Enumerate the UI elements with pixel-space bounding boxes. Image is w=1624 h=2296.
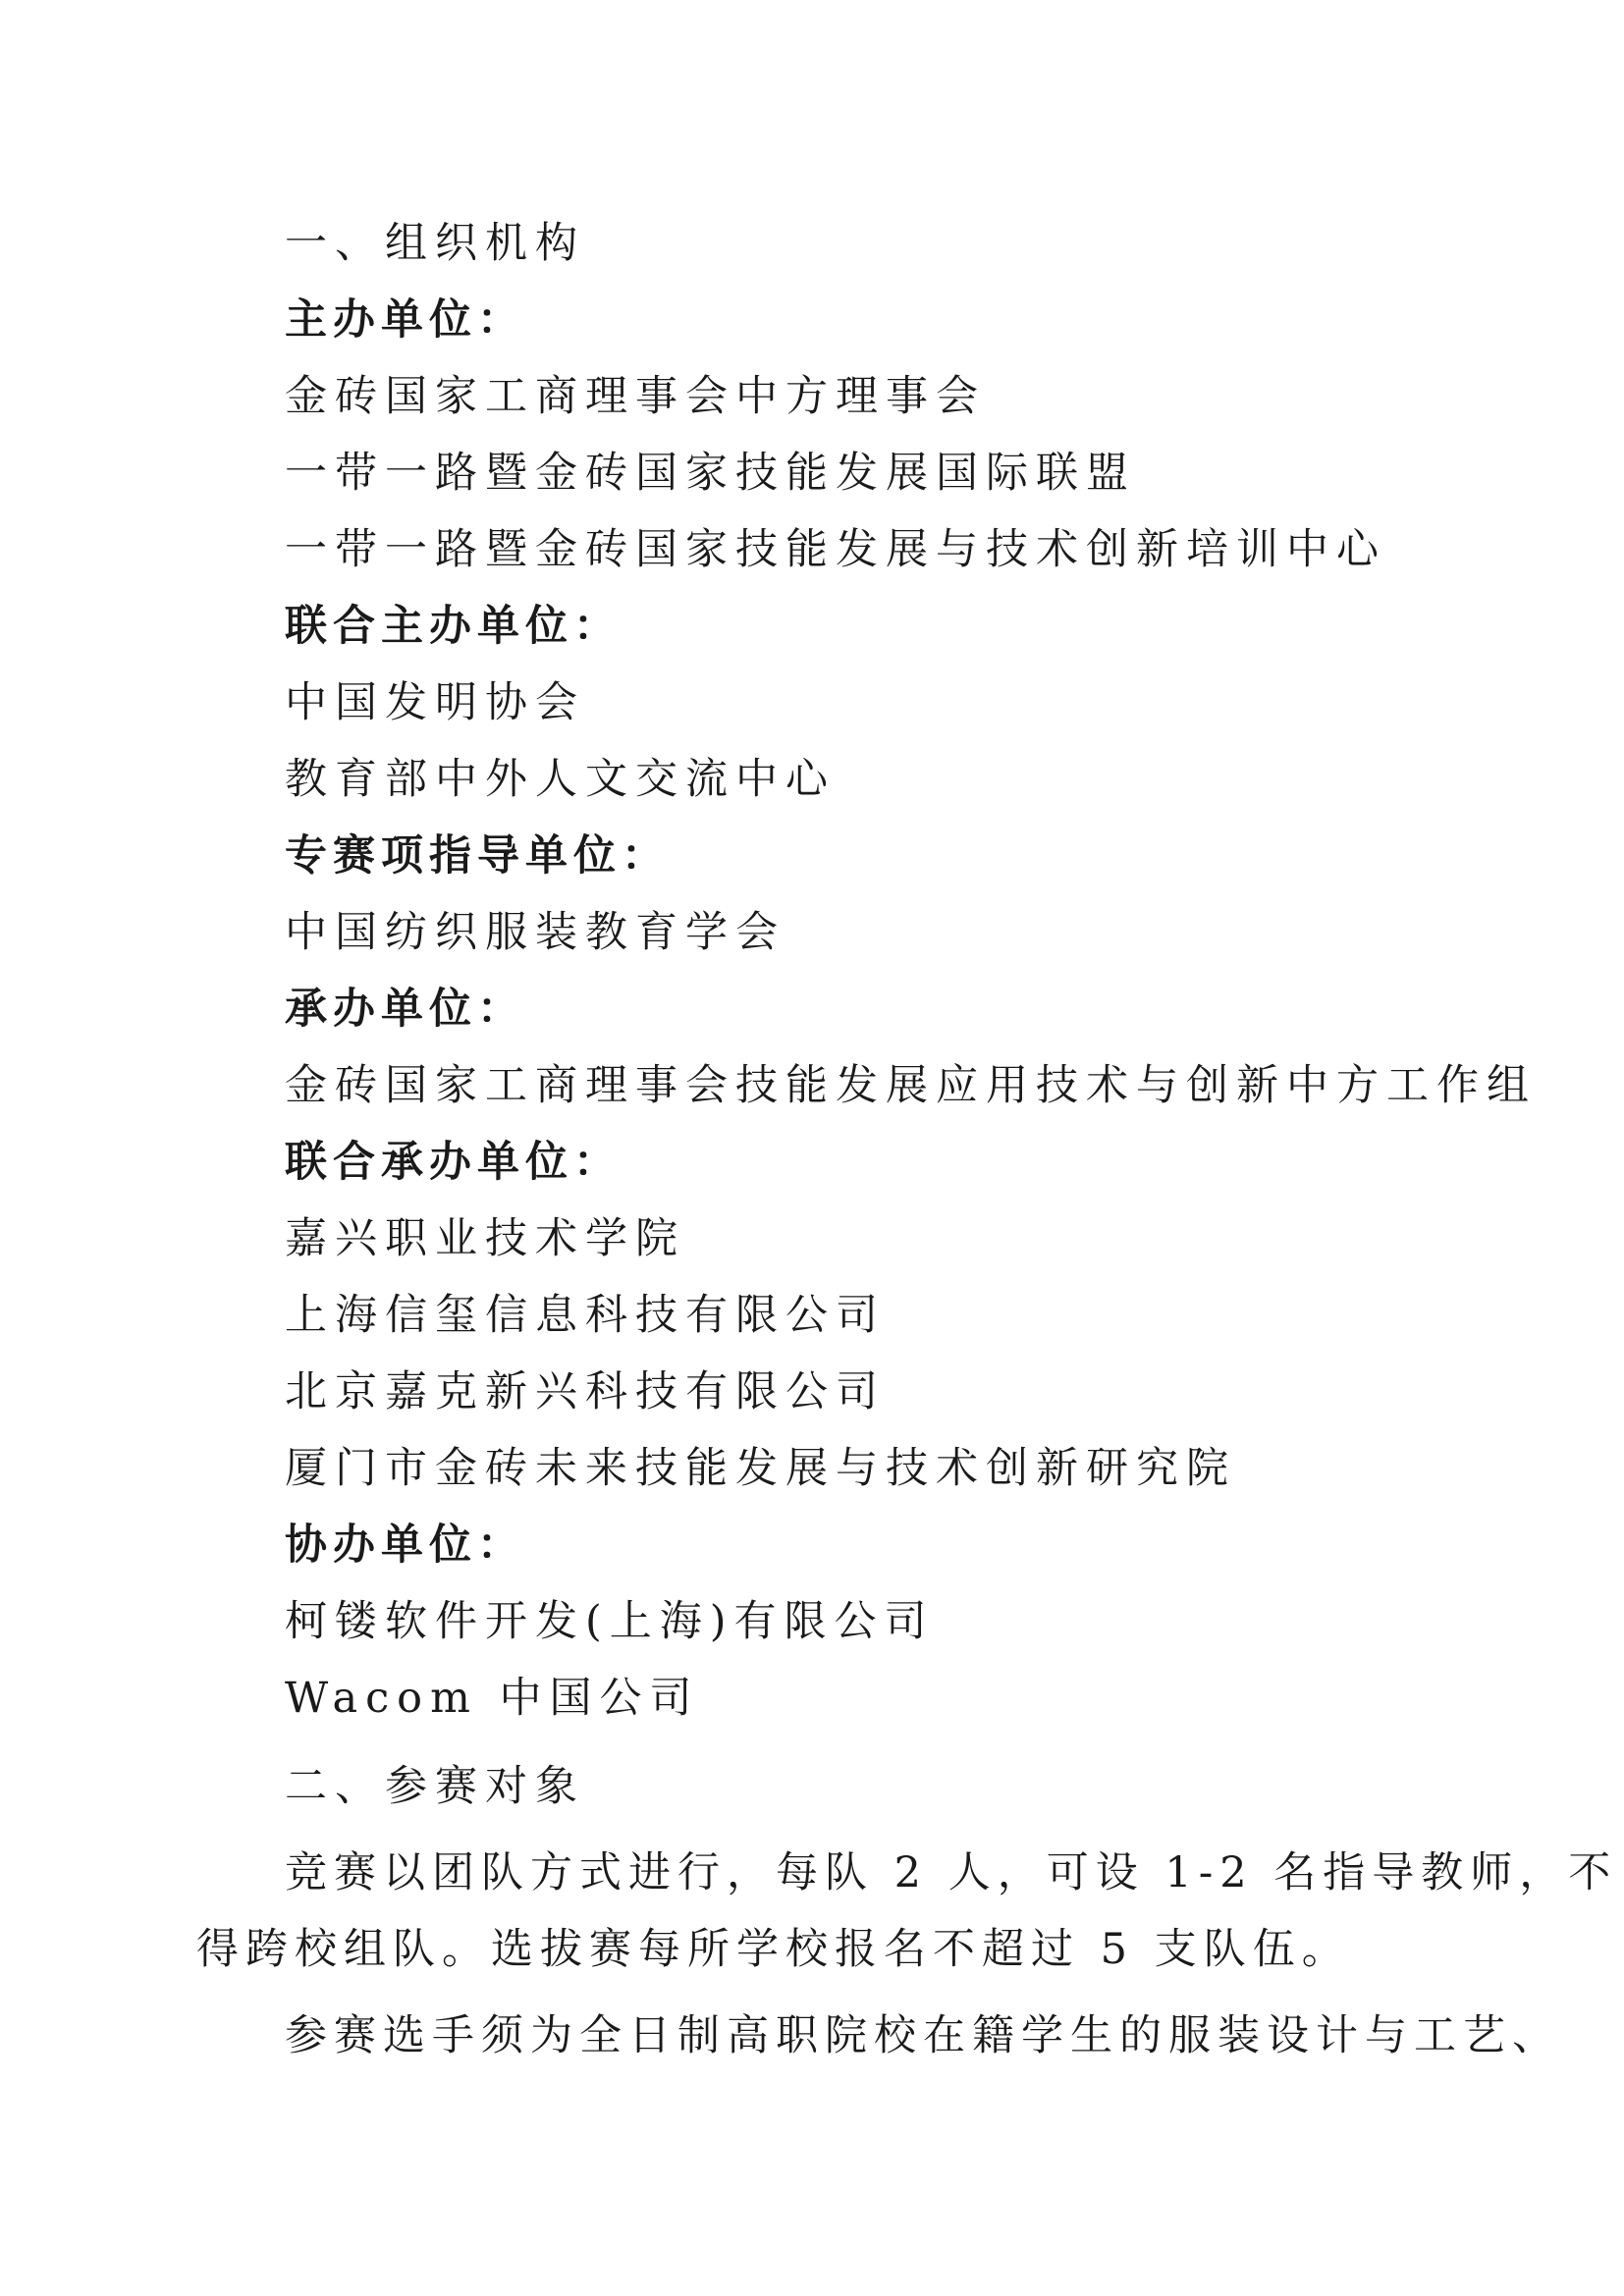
co-host-item: 厦门市金砖未来技能发展与技术创新研究院 (285, 1444, 1236, 1493)
paragraph-line: 参赛选手须为全日制高职院校在籍学生的服装设计与工艺、 (285, 2011, 1561, 2060)
organizer-item: 金砖国家工商理事会中方理事会 (285, 372, 986, 421)
paragraph-line: 竞赛以团队方式进行，每队 2 人，可设 1-2 名指导教师，不 (285, 1848, 1618, 1897)
co-host-heading: 联合承办单位： (285, 1138, 622, 1187)
organizer-item: 一带一路暨金砖国家技能发展国际联盟 (285, 449, 1136, 498)
co-organizer-heading: 联合主办单位： (285, 602, 622, 651)
host-unit-heading: 承办单位： (285, 985, 525, 1034)
section-1-title: 一、组织机构 (285, 219, 585, 268)
assisting-unit-item: 柯镂软件开发(上海)有限公司 (285, 1597, 935, 1646)
organizer-item: 一带一路暨金砖国家技能发展与技术创新培训中心 (285, 525, 1386, 574)
assisting-unit-heading: 协办单位： (285, 1521, 525, 1570)
guidance-unit-item: 中国纺织服装教育学会 (285, 908, 785, 957)
co-host-item: 北京嘉克新兴科技有限公司 (285, 1367, 886, 1416)
organizer-heading: 主办单位： (285, 295, 525, 345)
co-host-item: 嘉兴职业技术学院 (285, 1214, 685, 1263)
host-unit-item: 金砖国家工商理事会技能发展应用技术与创新中方工作组 (285, 1061, 1537, 1110)
co-organizer-item: 教育部中外人文交流中心 (285, 755, 836, 804)
guidance-unit-heading: 专赛项指导单位： (285, 831, 670, 881)
section-2-title: 二、参赛对象 (285, 1762, 585, 1811)
co-host-item: 上海信玺信息科技有限公司 (285, 1291, 886, 1340)
assisting-unit-item: Wacom 中国公司 (285, 1674, 700, 1723)
co-organizer-item: 中国发明协会 (285, 678, 585, 727)
paragraph-line: 得跨校组队。选拔赛每所学校报名不超过 5 支队伍。 (196, 1925, 1351, 1974)
